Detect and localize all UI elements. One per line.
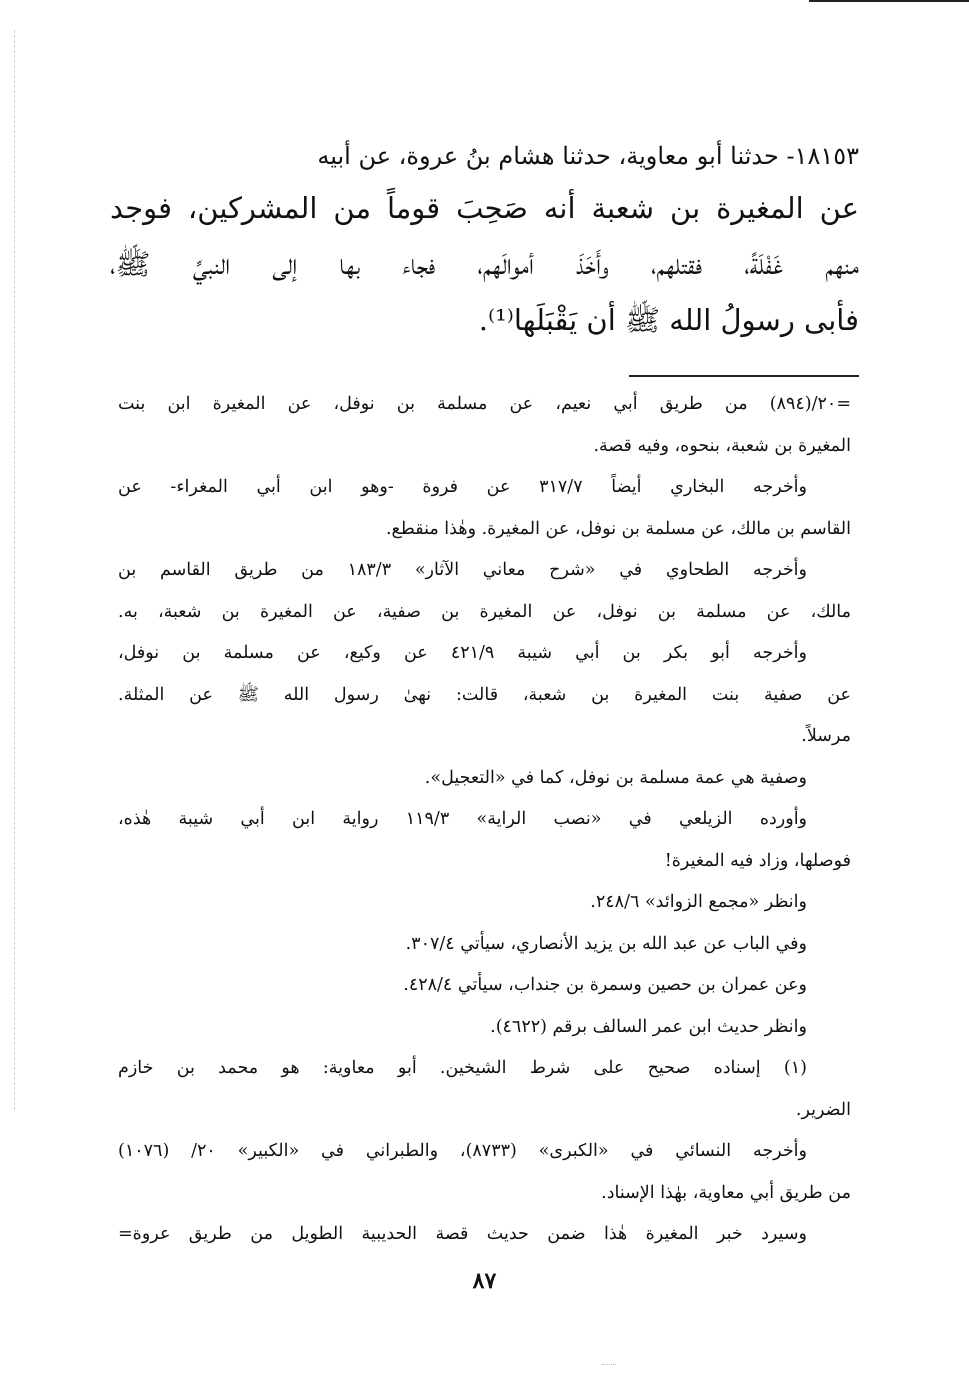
top-rule	[809, 0, 969, 2]
footnote-line: الضرير.	[795, 1099, 851, 1120]
footnote-line: وانظر حديث ابن عمر السالف برقم (٤٦٢٢).	[490, 1016, 807, 1037]
footnote-line: وأخرجه النسائي في «الكبرى» (٨٧٣٣)، والطبراني في «الكبير» ٢٠/ (١٠٧٦)	[118, 1141, 807, 1161]
scan-speck	[602, 1364, 616, 1365]
footnote-line: وأورده الزيلعي في «نصب الراية» ١١٩/٣ رواية ابن أبي شيبة هٰذه،	[118, 809, 808, 829]
footnote-line: وأخرجه أبو بكر بن أبي شيبة ٤٢١/٩ عن وكيع، عن مسلمة بن نوفل،	[118, 643, 807, 663]
footnote-line: عن صفية بنت المغيرة بن شعبة، قالت: نهىٰ رسول الله ﷺ عن المثلة.	[118, 684, 851, 705]
footnote-line: وأخرجه البخاري أيضاً ٣١٧/٧ عن فروة -وهو ابن أبي المغراء- عن	[118, 477, 808, 497]
hadith-text-line: فأبى رسولُ الله ﷺ أن يَقْبَلَها⁽¹⁾.	[478, 303, 859, 337]
hadith-text	[110, 132, 859, 348]
page-number: ٨٧	[472, 1268, 497, 1294]
footnote-line: فوصلها، وزاد فيه المغيرة!	[664, 850, 851, 871]
footnote-line: =٢٠/(٨٩٤) من طريق أبي نعيم، عن مسلمة بن نوفل، عن المغيرة ابن بنت	[118, 394, 851, 414]
footnote-line: (١) إسناده صحيح على شرط الشيخين. أبو معاوية: هو محمد بن خازم	[118, 1058, 807, 1078]
hadith-text-line: عن المغيرة بن شعبة أنه صَحِبَ قوماً من المشركين، فوجد	[110, 191, 859, 225]
footnote-line: وأخرجه الطحاوي في «شرح معاني الآثار» ١٨٣/٣ من طريق القاسم بن	[118, 560, 807, 580]
hadith-text-line: منهم غَفْلَةً، فقتلهم، وأَخَذَ أموالَهم، فجاء بها إلى النبيِّ ﷺ،	[110, 247, 859, 281]
footnote-line: وفي الباب عن عبد الله بن يزيد الأنصاري، سيأتي ٣٠٧/٤.	[405, 933, 807, 954]
margin-mark	[14, 30, 15, 1110]
footnote-line: وانظر «مجمع الزوائد» ٢٤٨/٦.	[590, 892, 807, 912]
footnote-line: مالك، عن مسلمة بن نوفل، عن المغيرة بن صفية، عن المغيرة بن شعبة، به.	[118, 601, 851, 622]
hadith-chain-line: ١٨١٥٣- حدثنا أبو معاوية، حدثنا هشام بنُ عروة، عن أبيه	[317, 142, 859, 170]
footnote-line: وصفية هي عمة مسلمة بن نوفل، كما في «التعجيل».	[424, 767, 807, 788]
footnotes	[118, 384, 851, 1256]
footnote-line: من طريق أبي معاوية، بهٰذا الإسناد.	[601, 1182, 851, 1203]
footnote-line: المغيرة بن شعبة، بنحوه، وفيه قصة.	[593, 435, 851, 456]
footnote-separator	[629, 375, 859, 377]
footnote-line: وسيرد خبر المغيرة هٰذا ضمن حديث قصة الحديبية الطويل من طريق عروة=	[118, 1224, 807, 1244]
footnote-line: القاسم بن مالك، عن مسلمة بن نوفل، عن المغيرة. وهٰذا منقطع.	[385, 518, 851, 539]
footnote-line: مرسلاً.	[801, 726, 851, 746]
footnote-line: وعن عمران بن حصين وسمرة بن جنداب، سيأتي ٤٢٨/٤.	[403, 975, 807, 995]
